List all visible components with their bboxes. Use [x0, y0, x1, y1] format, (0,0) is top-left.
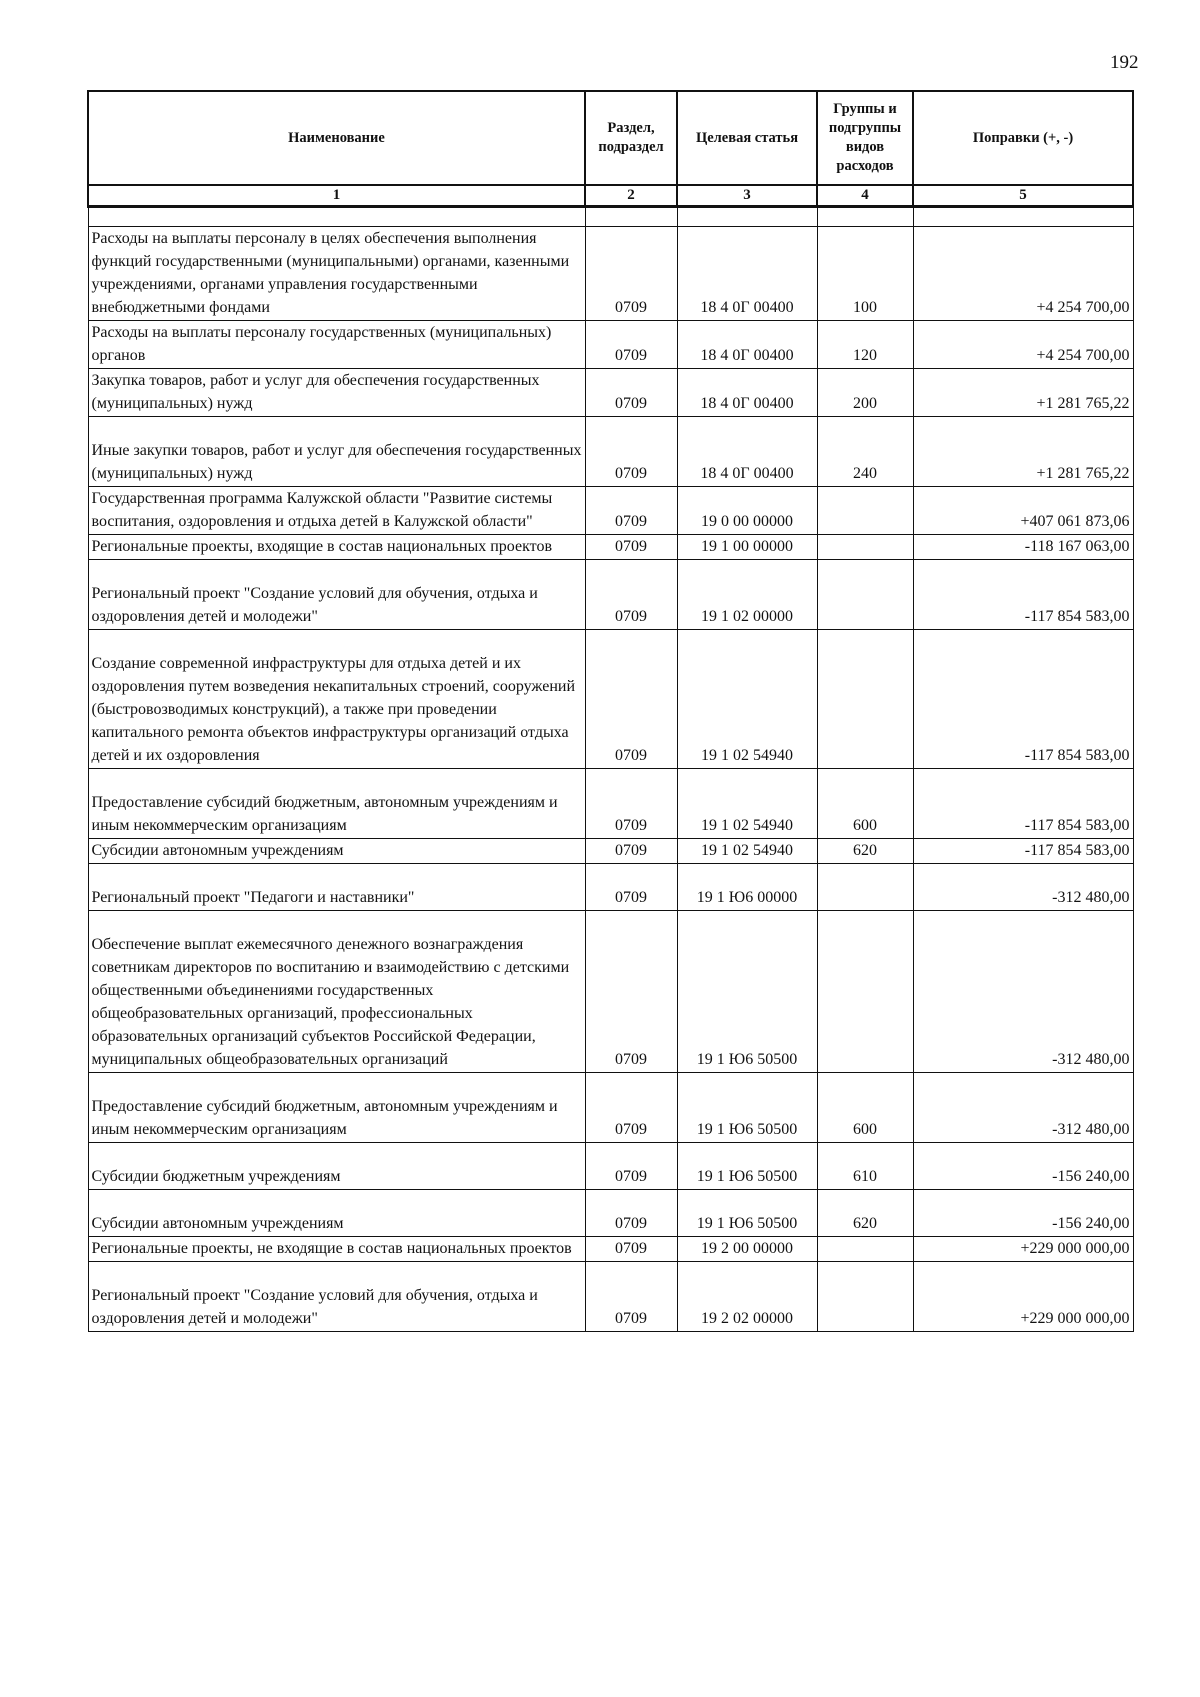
table-row [88, 417, 1133, 487]
row-section: 0709 [585, 417, 677, 487]
table-row [88, 1190, 1133, 1237]
row-section: 0709 [585, 487, 677, 535]
row-section: 0709 [585, 1143, 677, 1190]
row-section: 0709 [585, 369, 677, 417]
row-amount: +1 281 765,22 [913, 417, 1133, 487]
row-target: 19 1 Ю6 00000 [677, 864, 817, 911]
row-name: Предоставление субсидий бюджетным, автономным учреждениям и иным некоммерческим организациям [88, 1073, 585, 1143]
row-section: 0709 [585, 1190, 677, 1237]
row-section: 0709 [585, 911, 677, 1073]
table-row [88, 227, 1133, 321]
row-group [817, 630, 913, 769]
row-amount: -117 854 583,00 [913, 630, 1133, 769]
row-target: 19 1 02 00000 [677, 560, 817, 630]
row-section: 0709 [585, 535, 677, 560]
row-section: 0709 [585, 321, 677, 369]
row-group: 620 [817, 1190, 913, 1237]
row-name: Создание современной инфраструктуры для отдыха детей и их оздоровления путем возведения некапитальных строений, сооружений (быстровозводимых конструкций), а также при проведении капитального ремонта объектов инфраструктуры организаций отдыха детей и их оздоровления [88, 630, 585, 769]
table-row [88, 321, 1133, 369]
column-number: 2 [585, 185, 677, 207]
column-number: 3 [677, 185, 817, 207]
row-amount: +1 281 765,22 [913, 369, 1133, 417]
row-name: Предоставление субсидий бюджетным, автономным учреждениям и иным некоммерческим организациям [88, 769, 585, 839]
table-row [88, 911, 1133, 1073]
row-target: 19 1 Ю6 50500 [677, 1190, 817, 1237]
row-amount: -118 167 063,00 [913, 535, 1133, 560]
row-amount: -117 854 583,00 [913, 769, 1133, 839]
row-group: 620 [817, 839, 913, 864]
row-target: 18 4 0Г 00400 [677, 369, 817, 417]
row-section: 0709 [585, 839, 677, 864]
header-name: Наименование [88, 91, 585, 185]
row-group [817, 560, 913, 630]
row-section: 0709 [585, 769, 677, 839]
row-amount: -312 480,00 [913, 911, 1133, 1073]
row-amount: -312 480,00 [913, 1073, 1133, 1143]
table-row [88, 864, 1133, 911]
table-row [88, 769, 1133, 839]
row-section: 0709 [585, 630, 677, 769]
table-row [88, 630, 1133, 769]
table-body [88, 207, 1133, 1332]
row-group [817, 911, 913, 1073]
column-number: 4 [817, 185, 913, 207]
row-target: 19 2 00 00000 [677, 1237, 817, 1262]
table-row [88, 369, 1133, 417]
row-name: Региональные проекты, не входящие в состав национальных проектов [88, 1237, 585, 1262]
table-row [88, 535, 1133, 560]
row-amount: +229 000 000,00 [913, 1262, 1133, 1332]
row-group: 610 [817, 1143, 913, 1190]
row-group [817, 535, 913, 560]
row-amount: -312 480,00 [913, 864, 1133, 911]
row-name: Расходы на выплаты персоналу государственных (муниципальных) органов [88, 321, 585, 369]
table-header [88, 91, 1133, 207]
table-row [88, 487, 1133, 535]
row-target: 19 0 00 00000 [677, 487, 817, 535]
row-amount: +4 254 700,00 [913, 227, 1133, 321]
row-name: Региональный проект "Педагоги и наставники" [88, 864, 585, 911]
table-row [88, 1073, 1133, 1143]
row-group: 600 [817, 769, 913, 839]
row-amount: -156 240,00 [913, 1143, 1133, 1190]
row-name: Субсидии бюджетным учреждениям [88, 1143, 585, 1190]
row-target: 19 1 02 54940 [677, 769, 817, 839]
header-amendment: Поправки (+, -) [913, 91, 1133, 185]
header-target: Целевая статья [677, 91, 817, 185]
row-section: 0709 [585, 1073, 677, 1143]
row-name: Субсидии автономным учреждениям [88, 839, 585, 864]
row-group: 100 [817, 227, 913, 321]
row-target: 19 1 Ю6 50500 [677, 1073, 817, 1143]
row-target: 19 1 02 54940 [677, 630, 817, 769]
row-target: 19 1 Ю6 50500 [677, 911, 817, 1073]
budget-amendments-table [87, 90, 1134, 1332]
header-section: Раздел, подраздел [585, 91, 677, 185]
row-section: 0709 [585, 560, 677, 630]
row-name: Обеспечение выплат ежемесячного денежного вознаграждения советникам директоров по воспитанию и взаимодействию с детскими общественными объединениями государственных общеобразовательных организаций, профессиональных образовательных организаций субъектов Российской Федерации, муниципальных общеобразовательных организаций [88, 911, 585, 1073]
row-amount: -156 240,00 [913, 1190, 1133, 1237]
table-row [88, 1143, 1133, 1190]
row-amount: +229 000 000,00 [913, 1237, 1133, 1262]
row-section: 0709 [585, 227, 677, 321]
row-amount: +407 061 873,06 [913, 487, 1133, 535]
row-amount: +4 254 700,00 [913, 321, 1133, 369]
row-group: 200 [817, 369, 913, 417]
page-number: 192 [1110, 52, 1139, 73]
row-group: 240 [817, 417, 913, 487]
row-group [817, 1262, 913, 1332]
table-row [88, 1237, 1133, 1262]
column-numbers-row [88, 185, 1133, 207]
row-name: Субсидии автономным учреждениям [88, 1190, 585, 1237]
row-amount: -117 854 583,00 [913, 560, 1133, 630]
header-groups: Группы и подгруппы видов расходов [817, 91, 913, 185]
spacer-row [88, 207, 1133, 227]
row-target: 19 1 02 54940 [677, 839, 817, 864]
row-target: 19 2 02 00000 [677, 1262, 817, 1332]
column-number: 5 [913, 185, 1133, 207]
row-group: 120 [817, 321, 913, 369]
row-group [817, 864, 913, 911]
row-target: 18 4 0Г 00400 [677, 417, 817, 487]
row-target: 19 1 Ю6 50500 [677, 1143, 817, 1190]
row-name: Региональные проекты, входящие в состав национальных проектов [88, 535, 585, 560]
row-section: 0709 [585, 864, 677, 911]
row-name: Региональный проект "Создание условий для обучения, отдыха и оздоровления детей и молодежи" [88, 560, 585, 630]
row-name: Государственная программа Калужской области "Развитие системы воспитания, оздоровления и отдыха детей в Калужской области" [88, 487, 585, 535]
row-amount: -117 854 583,00 [913, 839, 1133, 864]
header-row [88, 91, 1133, 185]
row-group: 600 [817, 1073, 913, 1143]
row-target: 18 4 0Г 00400 [677, 227, 817, 321]
table-row [88, 560, 1133, 630]
row-section: 0709 [585, 1237, 677, 1262]
row-name: Иные закупки товаров, работ и услуг для обеспечения государственных (муниципальных) нужд [88, 417, 585, 487]
table-row [88, 1262, 1133, 1332]
row-name: Расходы на выплаты персоналу в целях обеспечения выполнения функций государственными (муниципальными) органами, казенными учреждениями, органами управления государственными внебюджетными фондами [88, 227, 585, 321]
row-section: 0709 [585, 1262, 677, 1332]
row-group [817, 487, 913, 535]
row-target: 19 1 00 00000 [677, 535, 817, 560]
column-number: 1 [88, 185, 585, 207]
row-target: 18 4 0Г 00400 [677, 321, 817, 369]
row-name: Закупка товаров, работ и услуг для обеспечения государственных (муниципальных) нужд [88, 369, 585, 417]
row-group [817, 1237, 913, 1262]
row-name: Региональный проект "Создание условий для обучения, отдыха и оздоровления детей и молодежи" [88, 1262, 585, 1332]
table-row [88, 839, 1133, 864]
